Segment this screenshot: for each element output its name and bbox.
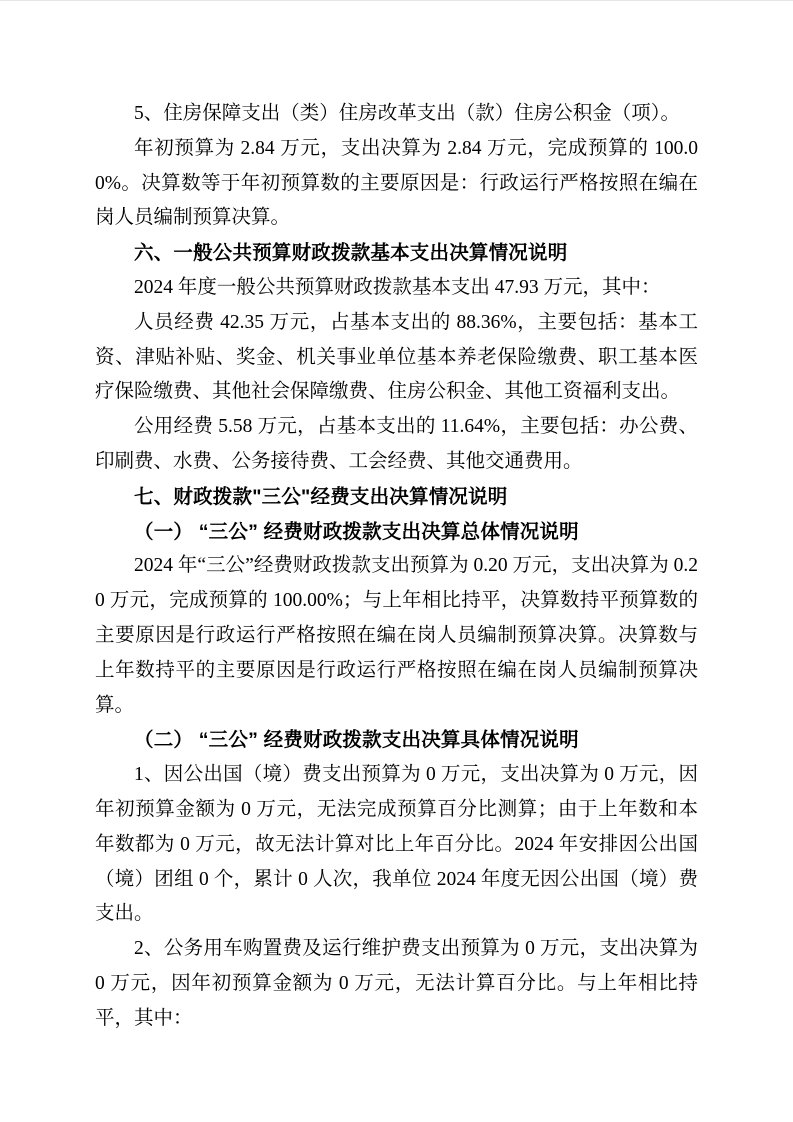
para-public-expense: 公用经费 5.58 万元，占基本支出的 11.64%，主要包括：办公费、印刷费、水费、公务接待费、工会经费、其他交通费用。 xyxy=(95,416,698,472)
document-content xyxy=(95,97,698,1037)
para-vehicle-expense: 2、公务用车购置费及运行维护费支出预算为 0 万元，支出决算为 0 万元，因年初预算金额为 0 万元，无法计算百分比。与上年相比持平，其中： xyxy=(95,938,698,1029)
heading-sub-one-overall: （一） “三公” 经费财政拨款支出决算总体情况说明 xyxy=(134,520,579,543)
para-item5-housing: 5、住房保障支出（类）住房改革支出（款）住房公积金（项）。 xyxy=(134,103,681,124)
para-abroad-expense: 1、因公出国（境）费支出预算为 0 万元，支出决算为 0 万元，因年初预算金额为 0 万元，无法完成预算百分比测算；由于上年数和本年数都为 0 万元，故无法计算对比上年百分比。2024 年安排因公出国（境）团组 0 个，累计 0 人次，我单位 2024 年度无因公出国（境）费支出。 xyxy=(95,764,698,925)
para-basic-expenditure-total: 2024 年度一般公共预算财政拨款基本支出 47.93 万元，其中： xyxy=(134,276,661,298)
para-sangong-overall: 2024 年“三公”经费财政拨款支出预算为 0.20 万元，支出决算为 0.20 万元，完成预算的 100.00%；与上年相比持平，决算数持平预算数的主要原因是行政运行严格按照在编在岗人员编制预算决算。决算数与上年数持平的主要原因是行政运行严格按照在编在岗人员编制预算决算。 xyxy=(95,555,698,716)
para-personnel-expense: 人员经费 42.35 万元，占基本支出的 88.36%，主要包括：基本工资、津贴补贴、奖金、机关事业单位基本养老保险缴费、职工基本医疗保险缴费、其他社会保障缴费、住房公积金、其他工资福利支出。 xyxy=(95,311,698,403)
heading-sub-two-specific: （二） “三公” 经费财政拨款支出决算具体情况说明 xyxy=(134,729,579,752)
heading-section-six: 六、一般公共预算财政拨款基本支出决算情况说明 xyxy=(134,242,568,265)
para-housing-budget-detail: 年初预算为 2.84 万元，支出决算为 2.84 万元，完成预算的 100.00%。决算数等于年初预算数的主要原因是：行政运行严格按照在编在岗人员编制预算决算。 xyxy=(95,137,698,229)
heading-section-seven: 七、财政拨款"三公"经费支出决算情况说明 xyxy=(134,485,508,508)
